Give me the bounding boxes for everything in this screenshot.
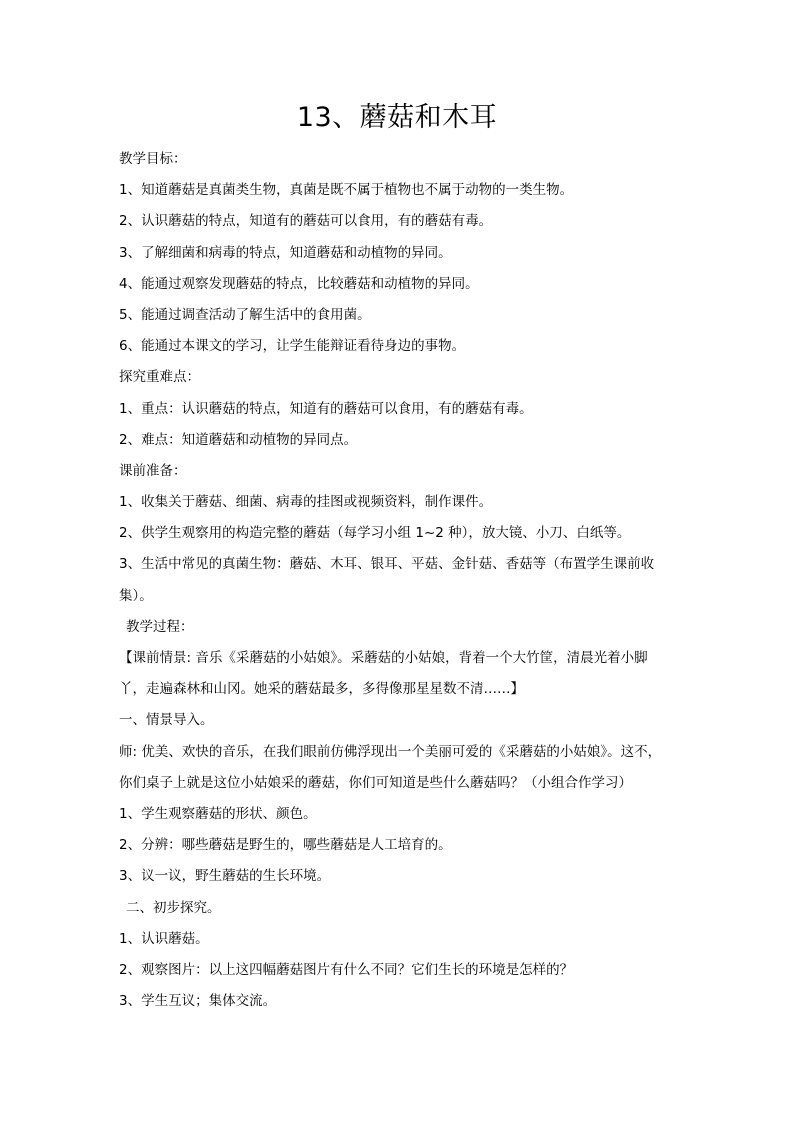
paragraph-line: 一、情景导入。 (119, 712, 214, 729)
section-heading: 教学过程： (126, 618, 194, 635)
paragraph-line: 1、重点：认识蘑菇的特点，知道有的蘑菇可以食用，有的蘑菇有毒。 (119, 400, 533, 417)
paragraph-line: 3、生活中常见的真菌生物：蘑菇、木耳、银耳、平菇、金针菇、香菇等（布置学生课前收 (119, 556, 655, 573)
section-heading: 二、初步探究。 (126, 899, 221, 916)
paragraph-line: 2、难点：知道蘑菇和动植物的异同点。 (119, 431, 358, 448)
document-title: 13、蘑菇和木耳 (296, 102, 498, 133)
paragraph-line: 5、能通过调查活动了解生活中的食用菌。 (119, 306, 371, 323)
paragraph-line: 2、供学生观察用的构造完整的蘑菇（每学习小组 1~2 种），放大镜、小刀、白纸等。 (119, 525, 631, 542)
paragraph-line: 2、认识蘑菇的特点，知道有的蘑菇可以食用，有的蘑菇有毒。 (119, 213, 493, 230)
paragraph-line: 1、认识蘑菇。 (119, 930, 209, 947)
paragraph-line: 丫，走遍森林和山冈。她采的蘑菇最多，多得像那星星数不清……】 (119, 681, 524, 698)
paragraph-line: 【课前情景: 音乐《采蘑菇的小姑娘》。采蘑菇的小姑娘，背着一个大竹筐，清晨光着小脚 (119, 650, 648, 666)
paragraph-line: 师: 优美、欢快的音乐，在我们眼前仿佛浮现出一个美丽可爱的《采蘑菇的小姑娘》。这不， (119, 743, 662, 760)
paragraph-line: 课前准备： (119, 462, 187, 479)
paragraph-line: 1、学生观察蘑菇的形状、颜色。 (119, 805, 317, 822)
paragraph-line: 2、观察图片：以上这四幅蘑菇图片有什么不同？它们生长的环境是怎样的？ (119, 961, 574, 978)
paragraph-line: 1、收集关于蘑菇、细菌、病毒的挂图或视频资料，制作课件。 (119, 494, 493, 511)
paragraph-line: 1、知道蘑菇是真菌类生物，真菌是既不属于植物也不属于动物的一类生物。 (119, 182, 574, 199)
paragraph-line: 3、议一议，野生蘑菇的生长环境。 (119, 868, 331, 885)
paragraph-line: 3、学生互议；集体交流。 (119, 993, 277, 1010)
paragraph-line: 4、能通过观察发现蘑菇的特点，比较蘑菇和动植物的异同。 (119, 275, 479, 292)
document-body (119, 144, 681, 1017)
paragraph-line: 3、了解细菌和病毒的特点，知道蘑菇和动植物的异同。 (119, 244, 452, 261)
paragraph-line: 集）。 (119, 587, 153, 604)
paragraph-line: 6、能通过本课文的学习，让学生能辩证看待身边的事物。 (119, 338, 466, 355)
paragraph-line: 你们桌子上就是这位小姑娘采的蘑菇，你们可知道是些什么蘑菇吗？（小组合作学习） (119, 774, 632, 791)
paragraph-line: 2、分辨：哪些蘑菇是野生的，哪些蘑菇是人工培育的。 (119, 837, 452, 854)
paragraph-line: 教学目标： (119, 151, 187, 167)
paragraph-line: 探究重难点： (119, 369, 200, 386)
